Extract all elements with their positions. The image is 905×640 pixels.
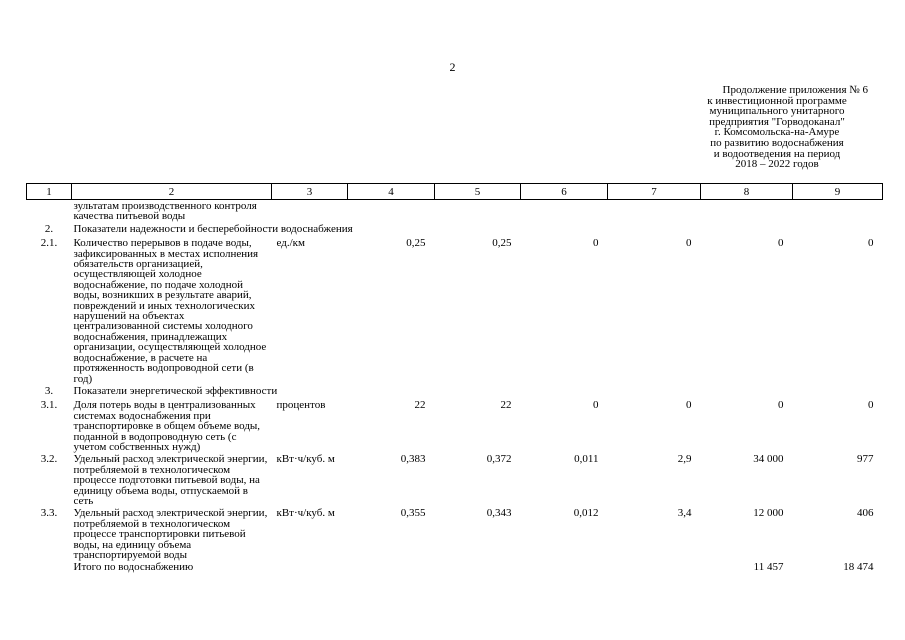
unit-cell: ед./км [276, 237, 305, 250]
value-cell: 0 [868, 237, 874, 250]
appendix-header [686, 85, 868, 170]
value-cell: 0,25 [406, 237, 426, 250]
column-header: 2 [72, 184, 272, 200]
indicator-name: Количество перерывов в подаче воды, зафиксированных в местах исполнения обязательств организацией, осуществляющей холодное водоснабжение, по подаче холодной воды, возникших в результате аварий, повреждений и иных технологических нарушений на объектах централизованной системы холодного водоснабжения, принадлежащих организации, осуществляющей холодное водоснабжение, в расчете на протяженность водопроводной сети (в год) [73, 237, 267, 385]
unit-cell: кВт·ч/куб. м [276, 507, 335, 520]
section-number: 3. [44, 384, 54, 397]
value-cell: 0,012 [573, 507, 599, 520]
value-cell: 22 [500, 399, 512, 412]
continuation-text: зультатам производственного контроля качества питьевой воды [73, 200, 257, 223]
value-cell: 3,4 [677, 507, 692, 520]
row-number: 2.1. [40, 237, 58, 250]
total-value: 11 457 [753, 561, 784, 574]
appendix-line: Продолжение приложения № 6 [722, 84, 868, 96]
value-cell: 0 [593, 237, 599, 250]
appendix-line: по развитию водоснабжения [710, 136, 844, 149]
value-cell: 34 000 [753, 453, 784, 466]
column-header: 6 [521, 184, 608, 200]
column-header: 9 [793, 184, 883, 200]
table-row [27, 452, 883, 506]
value-cell: 0 [778, 237, 784, 250]
column-header: 3 [272, 184, 348, 200]
column-header: 4 [348, 184, 435, 200]
value-cell: 0,355 [400, 507, 426, 520]
value-cell: 0 [686, 399, 692, 412]
column-header: 1 [27, 184, 72, 200]
value-cell: 0,383 [400, 453, 426, 466]
value-cell: 0,011 [574, 453, 599, 466]
value-cell: 977 [857, 453, 874, 466]
row-number: 3.1. [40, 399, 58, 412]
column-header: 8 [701, 184, 793, 200]
value-cell: 2,9 [677, 453, 692, 466]
unit-cell: кВт·ч/куб. м [276, 453, 335, 466]
value-cell: 0,343 [486, 507, 512, 520]
section-row [27, 222, 883, 236]
table-row [27, 398, 883, 452]
value-cell: 0,372 [486, 453, 512, 466]
indicator-name: Доля потерь воды в централизованных системах водоснабжения при транспортировке в общем объеме воды, поданной в водопроводную сеть (с учетом собственных нужд) [73, 399, 261, 453]
unit-cell: процентов [276, 399, 326, 412]
value-cell: 0 [778, 399, 784, 412]
total-value: 18 474 [843, 561, 874, 574]
value-cell: 12 000 [753, 507, 784, 520]
appendix-line: муниципального унитарного [709, 105, 845, 118]
appendix-line: к инвестиционной программе [707, 94, 847, 107]
indicators-table [26, 183, 883, 573]
column-header: 5 [435, 184, 521, 200]
table-row [27, 506, 883, 560]
row-number: 3.2. [40, 453, 58, 466]
appendix-line: предприятия "Горводоканал" [709, 115, 845, 128]
value-cell: 406 [857, 507, 874, 520]
value-cell: 0 [593, 399, 599, 412]
section-title: Показатели надежности и бесперебойности водоснабжения [73, 222, 353, 235]
indicator-name: Удельный расход электрической энергии, потребляемой в технологическом процессе транспортировки питьевой воды, на единицу объема транспортируемой воды [73, 507, 268, 561]
value-cell: 22 [414, 399, 426, 412]
appendix-line: 2018 – 2022 годов [735, 158, 819, 171]
section-number: 2. [44, 222, 54, 235]
appendix-line: и водоотведения на период [713, 147, 841, 160]
column-header: 7 [608, 184, 701, 200]
total-label: Итого по водоснабжению [73, 561, 194, 574]
page-number: 2 [449, 60, 456, 74]
row-number: 3.3. [40, 507, 58, 520]
section-title: Показатели энергетической эффективности [73, 384, 278, 397]
section-row [27, 384, 883, 398]
value-cell: 0 [868, 399, 874, 412]
indicator-name: Удельный расход электрической энергии, потребляемой в технологическом процессе подготовки питьевой воды, на единицу объема воды, отпускаемой в сеть [73, 453, 268, 507]
total-row [27, 560, 883, 572]
value-cell: 0,25 [492, 237, 512, 250]
value-cell: 0 [686, 237, 692, 250]
table-header-row [27, 184, 883, 200]
table-row [27, 200, 883, 222]
table-row [27, 236, 883, 384]
appendix-line: г. Комсомольска-на-Амуре [714, 126, 840, 139]
